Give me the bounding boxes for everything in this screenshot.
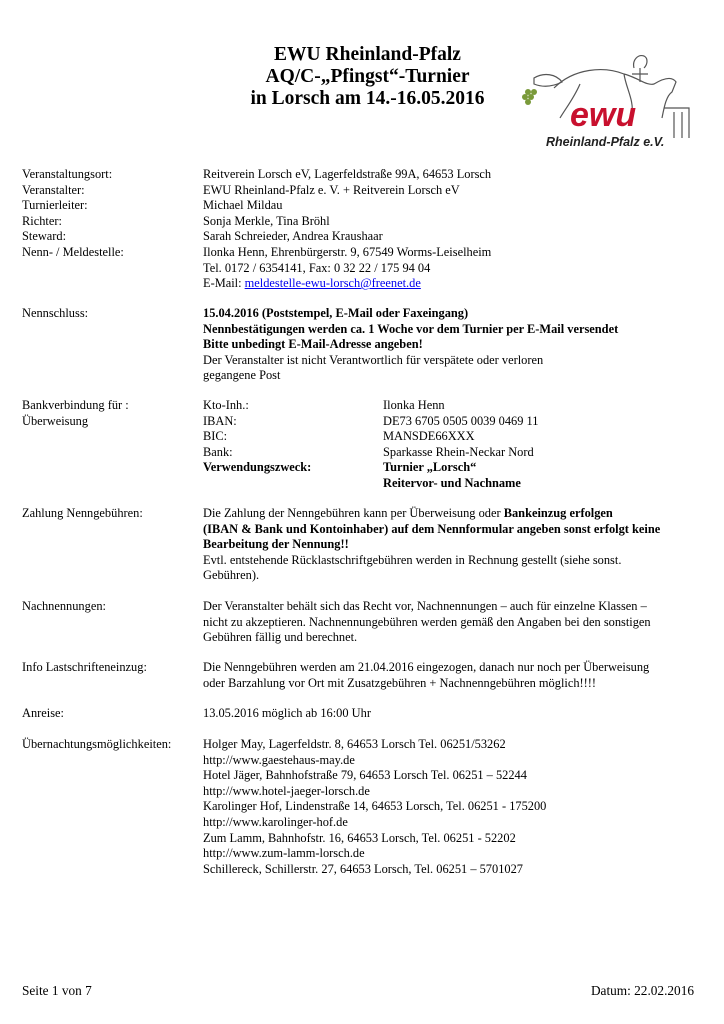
bank-value-purpose: Turnier „Lorsch“: [383, 460, 477, 475]
bank-label-line-2: Überweisung: [22, 413, 89, 428]
accommodation-line: Karolinger Hof, Lindenstraße 14, 64653 Lorsch, Tel. 06251 - 175200: [203, 799, 547, 814]
bank-key-purpose: Verwendungszweck:: [203, 460, 312, 475]
payment-line-5: Gebühren).: [203, 568, 260, 583]
entry-office-label: Nenn- / Meldestelle:: [22, 245, 124, 259]
organizer-label: Veranstalter:: [22, 183, 85, 197]
title-line-2: AQ/C-„Pfingst“-Turnier: [265, 66, 470, 87]
deadline-confirmation: Nennbestätigungen werden ca. 1 Woche vor dem Turnier per E-Mail versendet: [203, 321, 619, 336]
debit-info-line-2: oder Barzahlung vor Ort mit Zusatzgebühren + Nachnenngebühren möglich!!!!: [203, 675, 597, 690]
bank-key-holder: Kto-Inh.:: [203, 398, 249, 412]
bank-label-line-1: Bankverbindung für :: [22, 398, 129, 412]
title-line-3: in Lorsch am 14.-16.05.2016: [250, 88, 485, 109]
accommodation-line: Hotel Jäger, Bahnhofstraße 79, 64653 Lorsch Tel. 06251 – 52244: [203, 768, 527, 783]
deadline-email-note: Bitte unbedingt E-Mail-Adresse angeben!: [203, 337, 423, 352]
deadline-value: [203, 306, 693, 384]
steward-label: Steward:: [22, 229, 67, 243]
arrival-label: Anreise:: [22, 706, 64, 720]
organizer-value: EWU Rheinland-Pfalz e. V. + Reitverein Lorsch eV: [203, 183, 460, 197]
deadline-disclaimer-1: Der Veranstalter ist nicht Verantwortlich für verspätete oder verloren: [203, 352, 544, 367]
accommodation-list: [203, 737, 693, 877]
steward-value: Sarah Schreieder, Andrea Kraushaar: [203, 229, 383, 243]
accommodation-line: Schillereck, Schillerstr. 27, 64653 Lorsch, Tel. 06251 – 5701027: [203, 861, 523, 876]
accommodation-url[interactable]: http://www.karolinger-hof.de: [203, 814, 348, 829]
bank-key-iban: IBAN:: [203, 413, 237, 428]
bank-key-bank: Bank:: [203, 444, 233, 459]
accommodation-label: Übernachtungsmöglichkeiten:: [22, 737, 172, 751]
bank-value-bank: Sparkasse Rhein-Neckar Nord: [383, 444, 534, 459]
ewu-logo: [514, 48, 696, 152]
debit-info-line-1: Die Nenngebühren werden am 21.04.2016 eingezogen, danach nur noch per Überweisung: [203, 660, 650, 674]
entry-office-phone: Tel. 0172 / 6354141, Fax: 0 32 22 / 175 94 04: [203, 260, 431, 275]
bank-value-holder: Ilonka Henn: [383, 398, 445, 412]
bank-value-iban: DE73 6705 0505 0039 0469 11: [383, 413, 539, 428]
bank-key-bic: BIC:: [203, 429, 228, 444]
bank-value-bic: MANSDE66XXX: [383, 429, 475, 444]
accommodation-line: Holger May, Lagerfeldstr. 8, 64653 Lorsch Tel. 06251/53262: [203, 737, 506, 751]
director-value: Michael Mildau: [203, 198, 283, 212]
late-entries-value: [203, 599, 693, 646]
payment-line-2: (IBAN & Bank und Kontoinhaber) auf dem Nennformular angeben sonst erfolgt keine: [203, 521, 661, 536]
entry-office-email: [203, 276, 693, 292]
document-title: [195, 44, 540, 110]
title-line-1: EWU Rheinland-Pfalz: [274, 44, 461, 65]
payment-line-1: [203, 506, 693, 522]
arrival-value: 13.05.2016 möglich ab 16:00 Uhr: [203, 706, 371, 720]
accommodation-line: Zum Lamm, Bahnhofstr. 16, 64653 Lorsch, Tel. 06251 - 52202: [203, 830, 516, 845]
logo-subtitle: Rheinland-Pfalz e.V.: [546, 135, 665, 149]
judges-label: Richter:: [22, 214, 62, 228]
deadline-disclaimer-2: gegangene Post: [203, 368, 281, 383]
venue-label: Veranstaltungsort:: [22, 167, 113, 181]
page-number: Seite 1 von 7: [22, 983, 92, 998]
entry-office-value: [203, 245, 693, 292]
deadline-date: 15.04.2016 (Poststempel, E-Mail oder Faxeingang): [203, 306, 469, 320]
payment-value: [203, 506, 693, 584]
accommodation-url[interactable]: http://www.hotel-jaeger-lorsch.de: [203, 783, 370, 798]
late-entries-line-1: Der Veranstalter behält sich das Recht vor, Nachnennungen – auch für einzelne Klassen –: [203, 599, 647, 613]
accommodation-url[interactable]: http://www.zum-lamm-lorsch.de: [203, 846, 365, 861]
logo-wordmark: ewu: [570, 96, 637, 134]
email-link[interactable]: meldestelle-ewu-lorsch@freenet.de: [244, 276, 421, 291]
payment-text-bold: Bankeinzug erfolgen: [503, 506, 613, 520]
payment-text: Die Zahlung der Nenngebühren kann per Überweisung oder: [203, 506, 504, 520]
deadline-label: Nennschluss:: [22, 306, 89, 320]
late-entries-line-2: nicht zu akzeptieren. Nachnennungebühren werden gemäß den Angaben bei den sonstigen: [203, 614, 651, 629]
payment-line-4: Evtl. entstehende Rücklastschriftgebühren werden in Rechnung gestellt (siehe sonst.: [203, 552, 622, 567]
accommodation-url[interactable]: http://www.gaestehaus-may.de: [203, 752, 355, 767]
debit-info-label: Info Lastschrifteneinzug:: [22, 660, 147, 674]
payment-label: Zahlung Nenngebühren:: [22, 506, 143, 520]
late-entries-label: Nachnennungen:: [22, 599, 106, 613]
director-label: Turnierleiter:: [22, 198, 88, 212]
venue-value: Reitverein Lorsch eV, Lagerfeldstraße 99A, 64653 Lorsch: [203, 167, 492, 181]
bank-label: [22, 398, 200, 429]
judges-value: Sonja Merkle, Tina Bröhl: [203, 214, 330, 228]
email-prefix: E-Mail:: [203, 276, 245, 291]
debit-info-value: [203, 660, 693, 691]
bank-value-purpose-2: Reitervor- und Nachname: [383, 476, 521, 490]
entry-office-address: Ilonka Henn, Ehrenbürgerstr. 9, 67549 Worms-Leiselheim: [203, 245, 492, 259]
late-entries-line-3: Gebühren fällig und berechnet.: [203, 630, 358, 645]
payment-line-3: Bearbeitung der Nennung!!: [203, 537, 349, 552]
document-date: Datum: 22.02.2016: [590, 983, 694, 998]
